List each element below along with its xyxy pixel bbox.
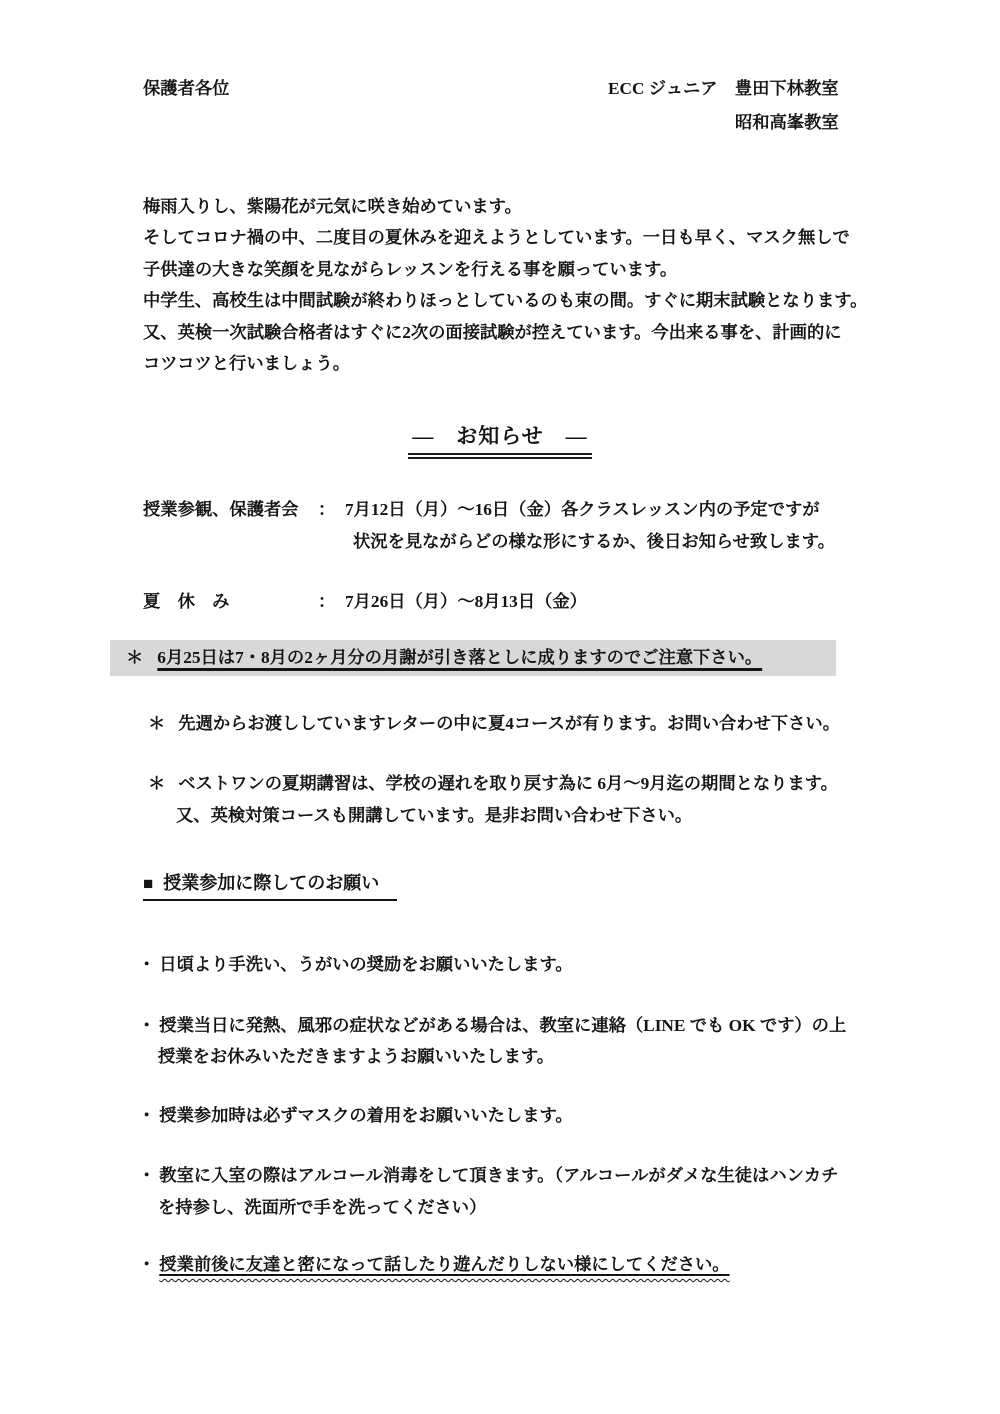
school-name-line1: ECC ジュニア 豊田下林教室 xyxy=(608,79,839,98)
tuition-highlight-row xyxy=(110,640,836,676)
bestone-course-row xyxy=(148,773,838,795)
bullet-icon: ・ xyxy=(138,1016,156,1035)
notice-title-wrap xyxy=(0,420,1000,459)
asterisk-marker: ＊ xyxy=(148,774,166,793)
letter-course-text: 先週からお渡ししていますレターの中に夏4コースが有ります。お問い合わせ下さい。 xyxy=(178,714,840,733)
colon-separator: ： xyxy=(318,500,336,519)
intro-line: 子供達の大きな笑顔を見ながらレッスンを行える事を願っています。 xyxy=(143,260,678,279)
intro-line: 又、英検一次試験合格者はすぐに2次の面接試験が控えています。今出来る事を、計画的に xyxy=(143,323,842,342)
bullet-text: 日頃より手洗い、うがいの奨励をお願いいたします。 xyxy=(159,955,573,974)
bullet-icon: ・ xyxy=(138,1106,156,1125)
notice-row-label: 授業参観、保護者会 xyxy=(143,500,299,519)
notice-row-value: 7月26日（月）～8月13日（金） xyxy=(345,592,587,611)
bullet-text: 授業参加時は必ずマスクの着用をお願いいたします。 xyxy=(159,1106,573,1125)
intro-line: 梅雨入りし、紫陽花が元気に咲き始めています。 xyxy=(143,197,522,216)
bullet-icon: ・ xyxy=(138,1166,156,1185)
black-square-icon: ■ xyxy=(143,874,154,893)
request-bullet-distancing xyxy=(138,1254,730,1276)
request-section-heading xyxy=(143,872,397,901)
intro-line: そしてコロナ禍の中、二度目の夏休みを迎えようとしています。一日も早く、マスク無しで xyxy=(143,228,850,247)
notice-row-label: 夏 休 み xyxy=(143,592,230,611)
bullet-text: 教室に入室の際はアルコール消毒をして頂きます。（アルコールがダメな生徒はハンカチ xyxy=(159,1166,839,1185)
bullet-text: 授業当日に発熱、風邪の症状などがある場合は、教室に連絡（LINE でも OK です）の上 xyxy=(159,1016,847,1035)
request-section-heading-text: 授業参加に際してのお願い xyxy=(163,873,380,893)
notice-title: ― お知らせ ― xyxy=(408,420,591,459)
bestone-course-text-continued: 又、英検対策コースも開講しています。是非お問い合わせ下さい。 xyxy=(176,806,693,825)
notice-row-observation xyxy=(143,499,820,521)
colon-separator: ： xyxy=(318,592,336,611)
asterisk-marker: ＊ xyxy=(126,648,144,667)
recipient-line: 保護者各位 xyxy=(143,79,230,98)
intro-line: 中学生、高校生は中間試験が終わりほっとしているのも束の間。すぐに期末試験となります。 xyxy=(143,291,868,310)
bullet-text-underlined: 授業前後に友達と密になって話したり遊んだりしない様にしてください。 xyxy=(159,1255,730,1274)
school-name-line2: 昭和高峯教室 xyxy=(735,113,839,132)
bullet-icon: ・ xyxy=(138,1255,156,1274)
intro-line: コツコツと行いましょう。 xyxy=(143,354,351,373)
asterisk-marker: ＊ xyxy=(148,714,166,733)
letter-course-row xyxy=(148,713,840,735)
notice-row-summer-vacation xyxy=(143,591,587,613)
request-section-heading-row xyxy=(143,872,397,901)
notice-row-value: 7月12日（月）～16日（金）各クラスレッスン内の予定ですが xyxy=(345,500,820,519)
notice-row-value-continued: 状況を見ながらどの様な形にするか、後日お知らせ致します。 xyxy=(353,532,835,551)
tuition-highlight-text: 6月25日は7・8月の2ヶ月分の月謝が引き落としに成りますのでご注意下さい。 xyxy=(157,648,763,667)
request-bullet-fever xyxy=(138,1015,846,1037)
bullet-text-continued: 授業をお休みいただきますようお願いいたします。 xyxy=(158,1047,555,1066)
bestone-course-text: ベストワンの夏期講習は、学校の遅れを取り戻す為に 6月～9月迄の期間となります。 xyxy=(178,774,838,793)
bullet-text-continued: を持参し、洗面所で手を洗ってください） xyxy=(158,1198,487,1217)
request-bullet-handwashing xyxy=(138,954,573,976)
request-bullet-mask xyxy=(138,1105,573,1127)
request-bullet-alcohol xyxy=(138,1165,838,1187)
bullet-icon: ・ xyxy=(138,955,156,974)
